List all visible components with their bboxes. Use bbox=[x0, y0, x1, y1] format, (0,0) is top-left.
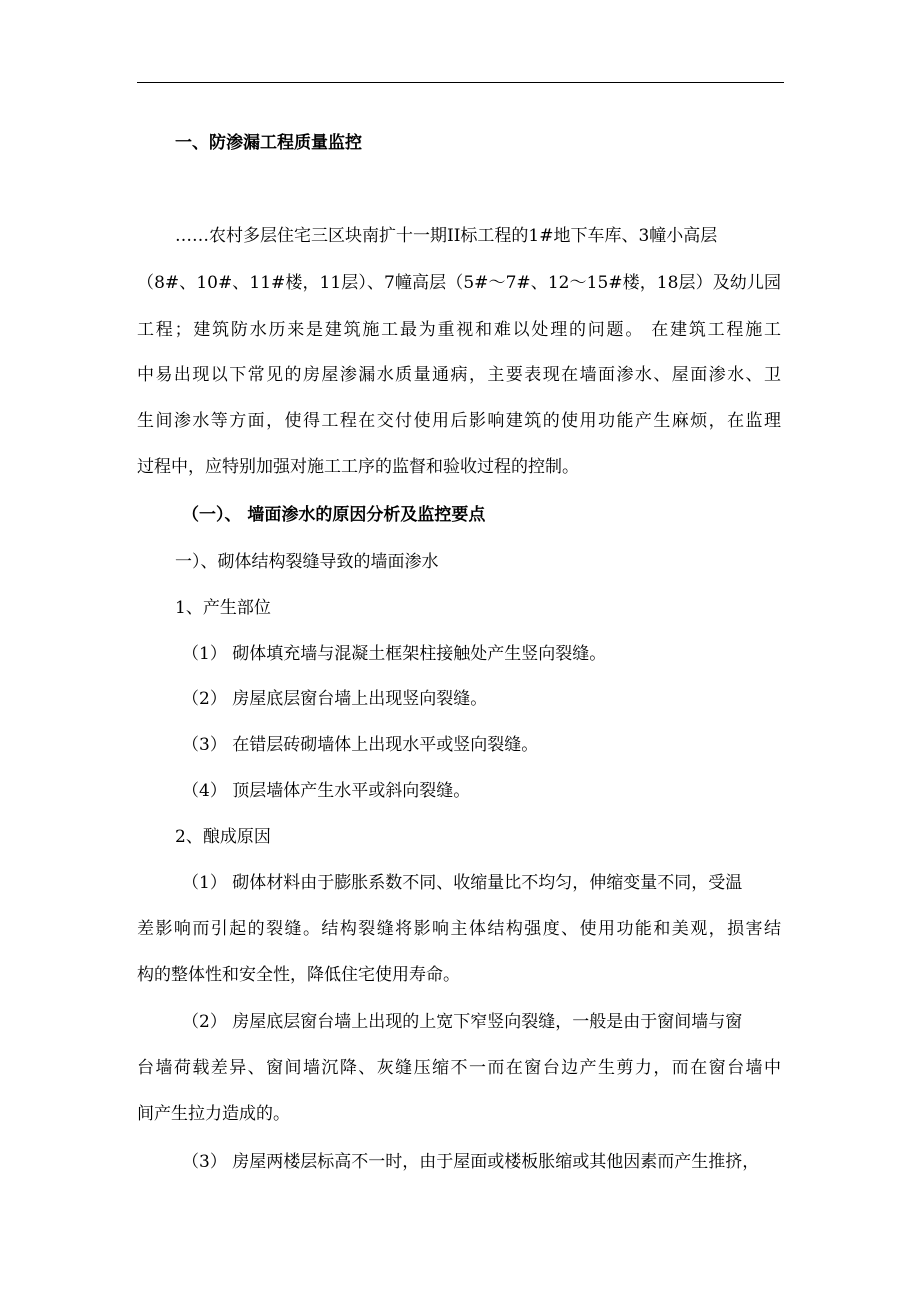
list-item: （2） 房屋底层窗台墙上出现竖向裂缝。 bbox=[182, 689, 488, 709]
item-heading: 一）、砌体结构裂缝导致的墙面渗水 bbox=[175, 552, 439, 572]
cause-line: 间产生拉力造成的。 bbox=[137, 1104, 290, 1124]
cause-line: 构的整体性和安全性，降低住宅使用寿命。 bbox=[137, 965, 460, 985]
list-item: （4） 顶层墙体产生水平或斜向裂缝。 bbox=[182, 781, 471, 801]
intro-line: ……农村多层住宅三区块南扩十一期II标工程的1#地下车库、3幢小高层 bbox=[175, 226, 718, 246]
list-item: （1） 砌体填充墙与混凝土框架柱接触处产生竖向裂缝。 bbox=[182, 644, 607, 664]
cause-line: （2） 房屋底层窗台墙上出现的上宽下窄竖向裂缝，一般是由于窗间墙与窗 bbox=[182, 1012, 743, 1032]
intro-line: 中易出现以下常见的房屋渗漏水质量通病，主要表现在墙面渗水、屋面渗水、卫 bbox=[137, 365, 781, 385]
intro-line: 生间渗水等方面，使得工程在交付使用后影响建筑的使用功能产生麻烦，在监理 bbox=[137, 411, 781, 431]
intro-line: 过程中，应特别加强对施工工序的监督和验收过程的控制。 bbox=[137, 457, 579, 477]
section-title: 一、防渗漏工程质量监控 bbox=[175, 133, 362, 153]
intro-line: （8#、10#、11#楼，11层）、7幢高层（5#～7#、12～15#楼，18层）及幼儿园 bbox=[137, 273, 781, 293]
intro-line: 工程；建筑防水历来是建筑施工最为重视和难以处理的问题。 在建筑工程施工 bbox=[137, 320, 781, 340]
cause-line: 台墙荷载差异、窗间墙沉降、灰缝压缩不一而在窗台边产生剪力，而在窗台墙中 bbox=[137, 1058, 781, 1078]
header-rule bbox=[137, 82, 784, 83]
part2-heading: 2、酿成原因 bbox=[175, 827, 271, 847]
cause-line: （1） 砌体材料由于膨胀系数不同、收缩量比不均匀，伸缩变量不同，受温 bbox=[182, 873, 743, 893]
cause-line: （3） 房屋两楼层标高不一时，由于屋面或楼板胀缩或其他因素而产生推挤， bbox=[182, 1152, 760, 1172]
cause-line: 差影响而引起的裂缝。结构裂缝将影响主体结构强度、使用功能和美观，损害结 bbox=[137, 919, 781, 939]
part1-heading: 1、产生部位 bbox=[175, 598, 271, 618]
subsection-title: （一）、 墙面渗水的原因分析及监控要点 bbox=[182, 505, 486, 525]
list-item: （3） 在错层砖砌墙体上出现水平或竖向裂缝。 bbox=[182, 735, 539, 755]
